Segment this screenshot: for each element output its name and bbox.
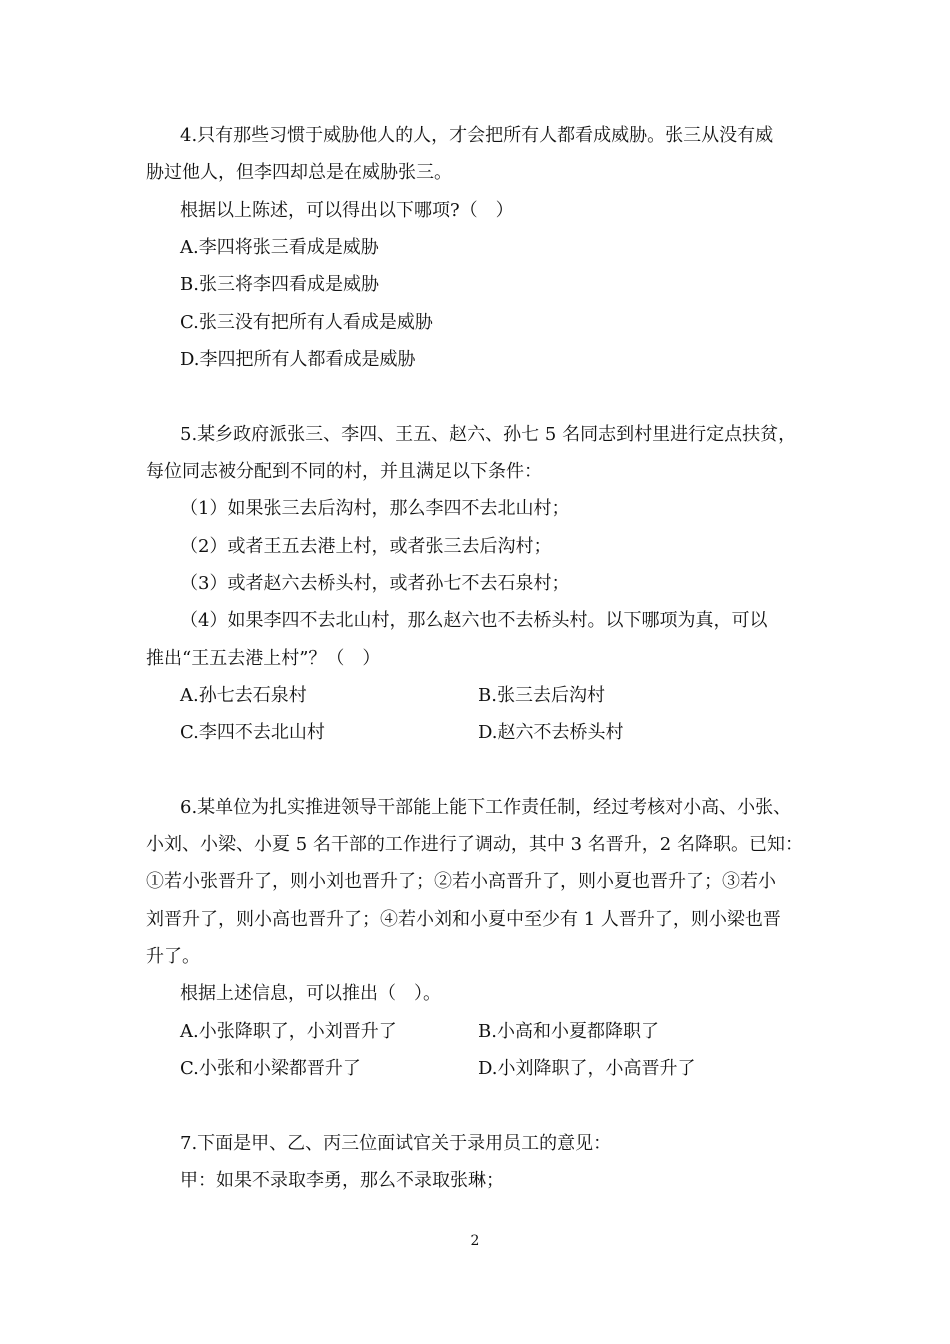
q5-stem-line-2: 每位同志被分配到不同的村，并且满足以下条件： (146, 461, 542, 482)
q4-option-d: D.李四把所有人都看成是威胁 (180, 349, 416, 370)
q6-option-b: B.小高和小夏都降职了 (478, 1021, 659, 1042)
q4-prompt: 根据以上陈述，可以得出以下哪项?（ ） (180, 200, 514, 221)
q5-option-d: D.赵六不去桥头村 (478, 722, 624, 743)
q5-condition-4-line-2: 推出“王五去港上村”？（ ） (146, 648, 381, 669)
page-number: 2 (470, 1233, 480, 1249)
q5-option-c: C.李四不去北山村 (180, 722, 325, 743)
q7-stem-line-1: 7.下面是甲、乙、丙三位面试官关于录用员工的意见： (180, 1133, 612, 1154)
q5-option-a: A.孙七去石泉村 (180, 685, 307, 706)
q6-stem-line-3: ①若小张晋升了，则小刘也晋升了；②若小高晋升了，则小夏也晋升了；③若小 (146, 871, 776, 892)
q4-option-c: C.张三没有把所有人看成是威胁 (180, 312, 433, 333)
q5-condition-1: （1）如果张三去后沟村，那么李四不去北山村； (180, 498, 570, 519)
q7-line-2: 甲：如果不录取李勇，那么不录取张琳； (180, 1170, 504, 1191)
q4-option-a: A.李四将张三看成是威胁 (180, 237, 379, 258)
q5-option-b: B.张三去后沟村 (478, 685, 605, 706)
q4-option-b: B.张三将李四看成是威胁 (180, 274, 379, 295)
q6-stem-line-5: 升了。 (146, 946, 200, 967)
q6-stem-line-4: 刘晋升了，则小高也晋升了；④若小刘和小夏中至少有 1 人晋升了，则小梁也晋 (146, 909, 781, 930)
q5-condition-3: （3）或者赵六去桥头村，或者孙七不去石泉村； (180, 573, 570, 594)
q5-condition-4: （4）如果李四不去北山村，那么赵六也不去桥头村。以下哪项为真，可以 (180, 610, 768, 631)
q5-stem-line-1: 5.某乡政府派张三、李四、王五、赵六、孙七 5 名同志到村里进行定点扶贫， (180, 424, 797, 445)
q6-prompt: 根据上述信息，可以推出（ ）。 (180, 983, 441, 1004)
q6-stem-line-1: 6.某单位为扎实推进领导干部能上能下工作责任制，经过考核对小高、小张、 (180, 797, 792, 818)
q5-condition-2: （2）或者王五去港上村，或者张三去后沟村； (180, 536, 552, 557)
q6-stem-line-2: 小刘、小梁、小夏 5 名干部的工作进行了调动，其中 3 名晋升，2 名降职。已知： (146, 834, 803, 855)
q6-option-d: D.小刘降职了，小高晋升了 (478, 1058, 696, 1079)
q6-option-c: C.小张和小梁都晋升了 (180, 1058, 361, 1079)
q4-stem-line-1: 4.只有那些习惯于威胁他人的人，才会把所有人都看成威胁。张三从没有威 (180, 125, 774, 146)
q4-stem-line-2: 胁过他人，但李四却总是在威胁张三。 (146, 162, 452, 183)
q6-option-a: A.小张降职了，小刘晋升了 (180, 1021, 397, 1042)
